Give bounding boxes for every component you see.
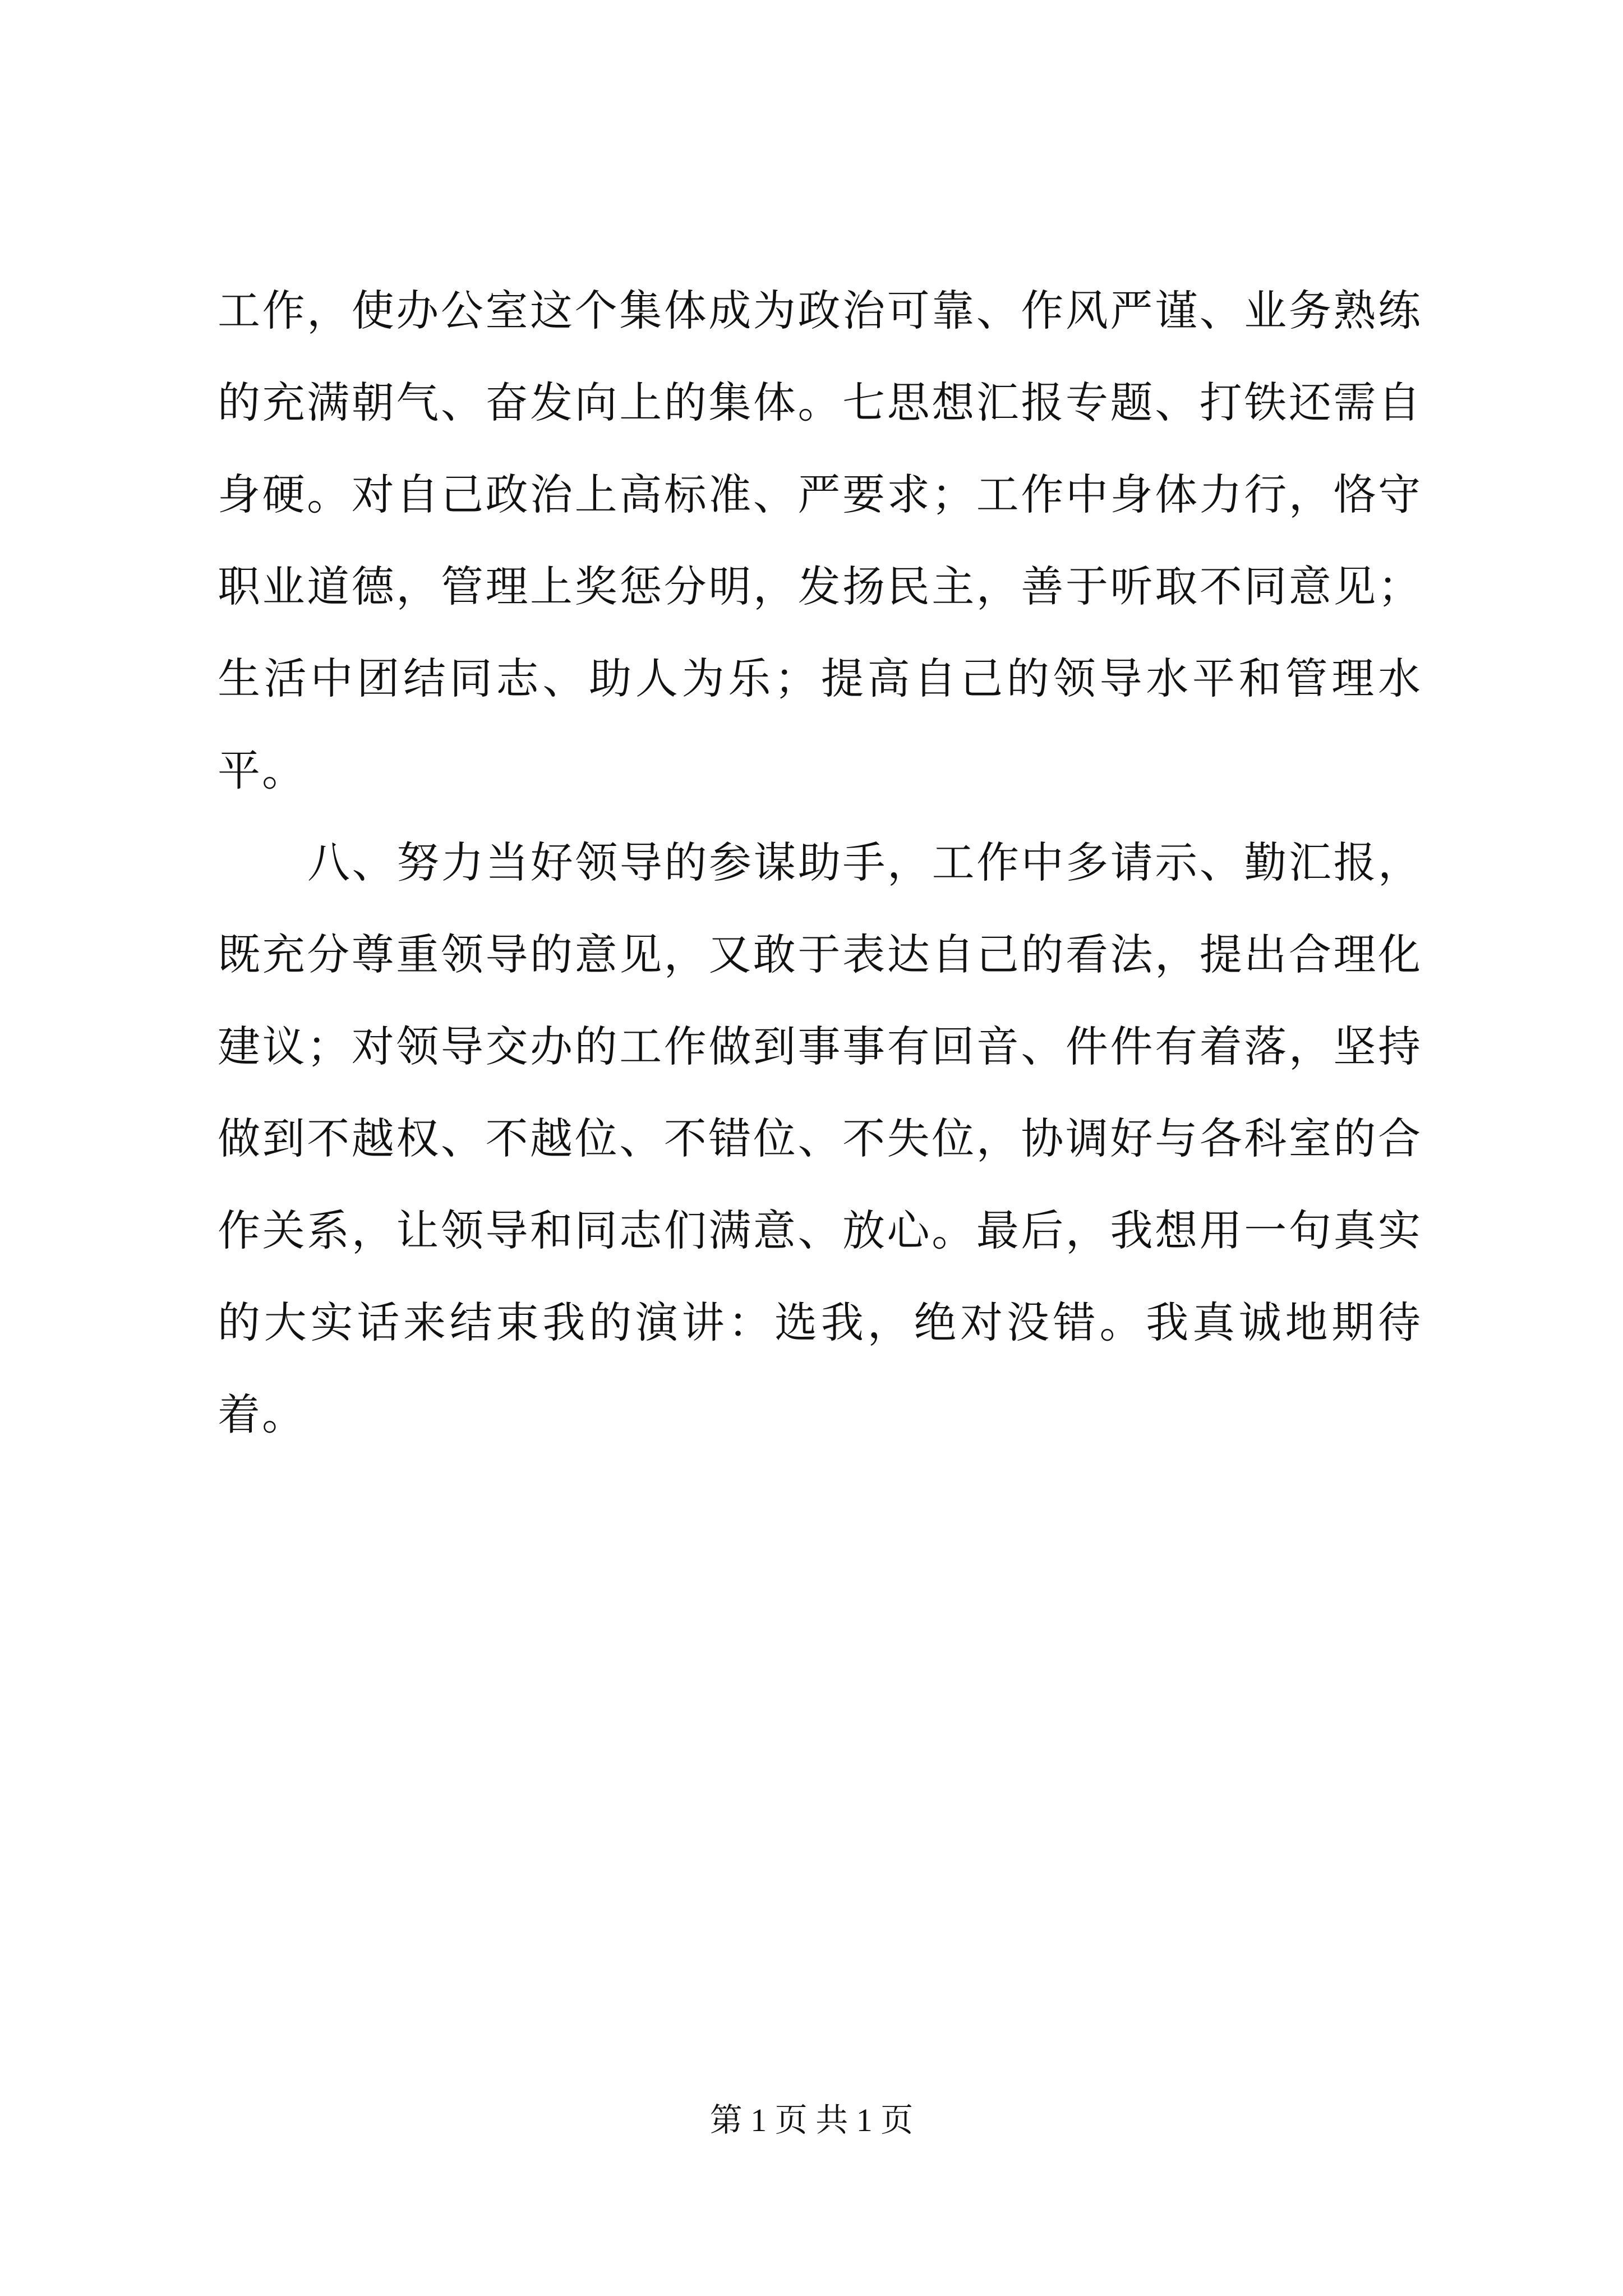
page-footer: 第 1 页 共 1 页 <box>709 2102 914 2138</box>
document-body <box>218 265 1422 1461</box>
paragraph-2: 八、努力当好领导的参谋助手，工作中多请示、勤汇报，既充分尊重领导的意见，又敢于表达自己的看法，提出合理化建议；对领导交办的工作做到事事有回音、件件有着落，坚持做到不越权、不越位、不错位、不失位，协调好与各科室的合作关系，让领导和同志们满意、放心。最后，我想用一句真实的大实话来结束我的演讲：选我，绝对没错。我真诚地期待着。 <box>218 838 1422 1439</box>
paragraph-1: 工作，使办公室这个集体成为政治可靠、作风严谨、业务熟练的充满朝气、奋发向上的集体。七思想汇报专题、打铁还需自身硬。对自己政治上高标准、严要求；工作中身体力行，恪守职业道德，管理上奖惩分明，发扬民主，善于听取不同意见；生活中团结同志、助人为乐；提高自己的领导水平和管理水平。 <box>218 286 1422 795</box>
